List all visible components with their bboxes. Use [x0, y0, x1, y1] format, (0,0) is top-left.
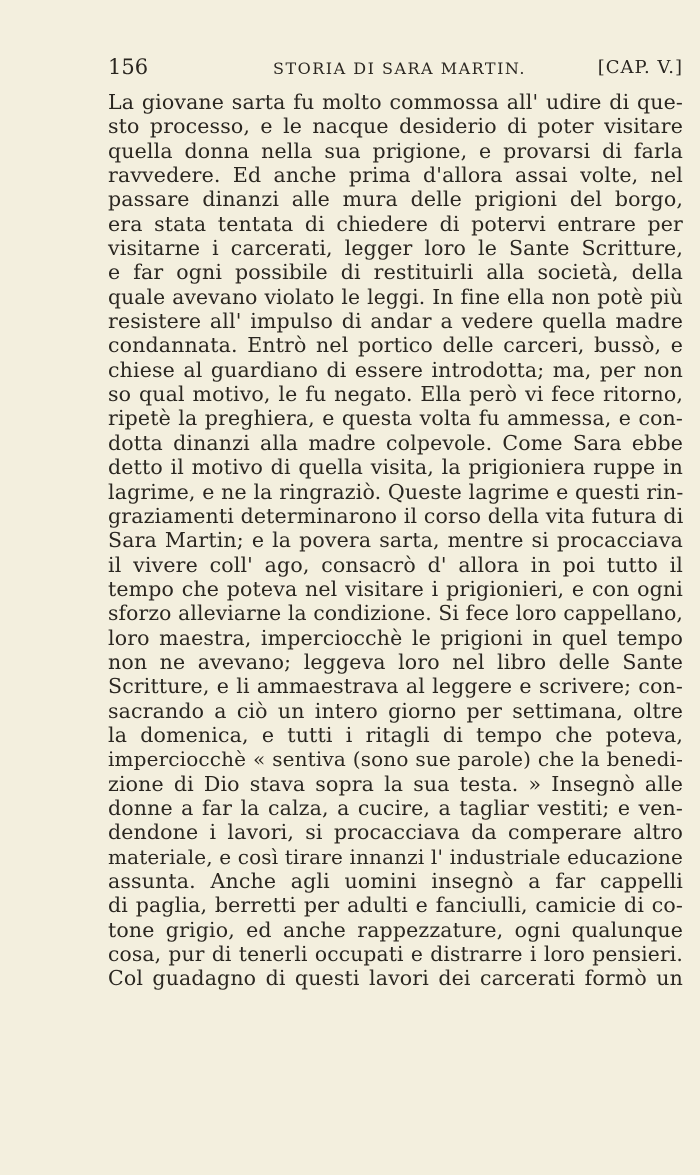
text-line: e far ogni possibile di restituirli alla società, della [108, 260, 683, 285]
page-number: 156 [108, 55, 149, 79]
text-line: condannata. Entrò nel portico delle carceri, bussò, e [108, 333, 683, 358]
body-text [108, 90, 683, 991]
page-header [108, 52, 683, 82]
text-line: tempo che poteva nel visitare i prigionieri, e con ogni [108, 576, 683, 601]
text-line: chiese al guardiano di essere introdotta; ma, per non [108, 357, 683, 382]
text-line: tone grigio, ed anche rappezzature, ogni qualunque [108, 917, 683, 942]
text-line: zione di Dio stava sopra la sua testa. » Insegnò alle [108, 771, 683, 796]
text-line: non ne avevano; leggeva loro nel libro delle Sante [108, 649, 683, 674]
text-line: Sara Martin; e la povera sarta, mentre si procacciava [108, 528, 683, 553]
text-line: passare dinanzi alle mura delle prigioni del borgo, [108, 187, 683, 212]
text-line: sacrando a ciò un intero giorno per settimana, oltre [108, 698, 683, 723]
text-line: assunta. Anche agli uomini insegnò a far cappelli [108, 869, 683, 893]
text-line: imperciocchè « sentiva (sono sue parole) che la benedi- [108, 747, 683, 772]
text-line: graziamenti determinarono il corso della vita futura di [108, 503, 684, 528]
chapter-label: [CAP. V.] [597, 57, 683, 78]
text-line: di paglia, berretti per adulti e fanciulli, camicie di co- [108, 893, 683, 918]
text-line: dotta dinanzi alla madre colpevole. Come Sara ebbe [108, 430, 683, 455]
text-line: il vivere coll' ago, consacrò d' allora in poi tutto il [108, 552, 683, 577]
running-title: STORIA DI SARA MARTIN. [273, 59, 526, 78]
text-line: quella donna nella sua prigione, e provarsi di farla [108, 138, 683, 163]
text-line: so qual motivo, le fu negato. Ella però vi fece ritorno, [108, 382, 683, 407]
text-line: materiale, e così tirare innanzi l' industriale educazione [108, 844, 683, 869]
text-line: cosa, pur di tenerli occupati e distrarre i loro pensieri. [108, 942, 683, 967]
text-line: La giovane sarta fu molto commossa all' udire di que- [108, 90, 683, 114]
text-line: ravvedere. Ed anche prima d'allora assai volte, nel [108, 163, 683, 188]
text-line: la domenica, e tutti i ritagli di tempo che poteva, [108, 722, 683, 747]
text-line: quale avevano violato le leggi. In fine ella non potè più [108, 284, 683, 309]
text-line: detto il motivo di quella visita, la prigioniera ruppe in [108, 455, 683, 480]
text-line: donne a far la calza, a cucire, a tagliar vestiti; e ven- [108, 795, 683, 820]
text-line: loro maestra, imperciocchè le prigioni in quel tempo [108, 625, 683, 650]
text-line: lagrime, e ne la ringraziò. Queste lagrime e questi rin- [108, 479, 684, 504]
text-line: dendone i lavori, si procacciava da comperare altro [108, 820, 683, 845]
text-line: Scritture, e li ammaestrava al leggere e scrivere; con- [108, 674, 683, 699]
text-line: sto processo, e le nacque desiderio di poter visitare [108, 114, 683, 139]
text-line: visitarne i carcerati, legger loro le Sante Scritture, [108, 236, 683, 261]
text-line: Col guadagno di questi lavori dei carcerati formò un [108, 966, 683, 991]
text-line: sforzo alleviarne la condizione. Si fece loro cappellano, [108, 601, 684, 626]
text-line: ripetè la preghiera, e questa volta fu ammessa, e con- [108, 406, 683, 431]
text-line: resistere all' impulso di andar a vedere quella madre [108, 309, 683, 334]
text-line: era stata tentata di chiedere di potervi entrare per [108, 211, 683, 236]
